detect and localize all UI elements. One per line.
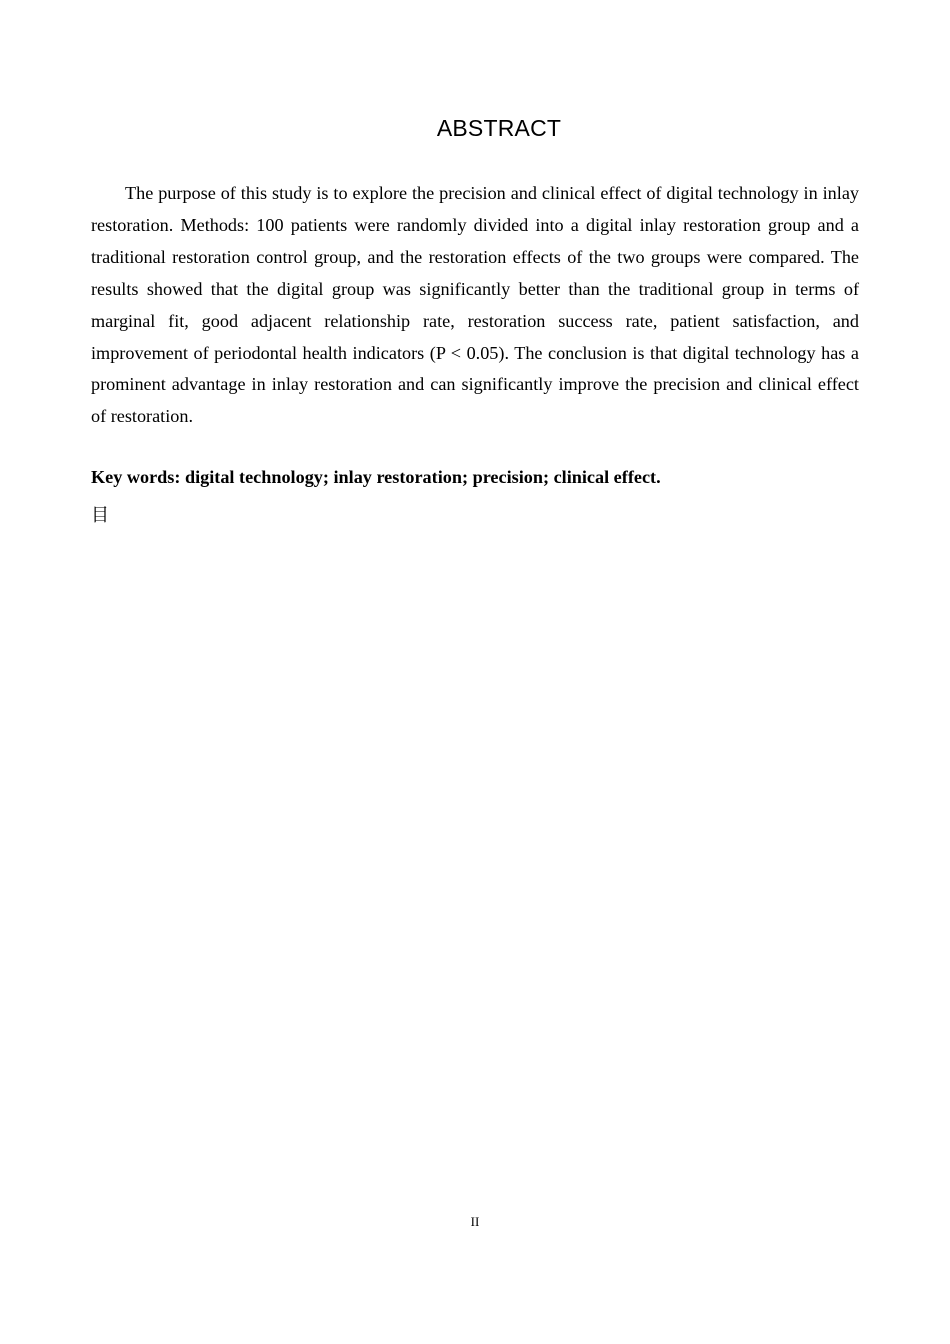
page-number: II xyxy=(470,1214,480,1229)
abstract-heading: ABSTRACT xyxy=(436,115,562,141)
keywords-line: Key words: digital technology; inlay restoration; precision; clinical effect. xyxy=(91,467,661,487)
abstract-body: The purpose of this study is to explore the precision and clinical effect of digital technology in inlay restoration. Methods: 100 patients were randomly divided into a digital inlay restoration group and a traditional restoration control group, and the restoration effects of the two groups were compared. The results showed that the digital group was significantly better than the traditional group in terms of marginal fit, good adjacent relationship rate, restoration success rate, patient satisfaction, and improvement of periodontal health indicators (P < 0.05). The conclusion is that digital technology has a prominent advantage in inlay restoration and can significantly improve the precision and clinical effect of restoration. xyxy=(91,183,859,427)
toc-heading-fragment: 目 xyxy=(91,505,109,525)
